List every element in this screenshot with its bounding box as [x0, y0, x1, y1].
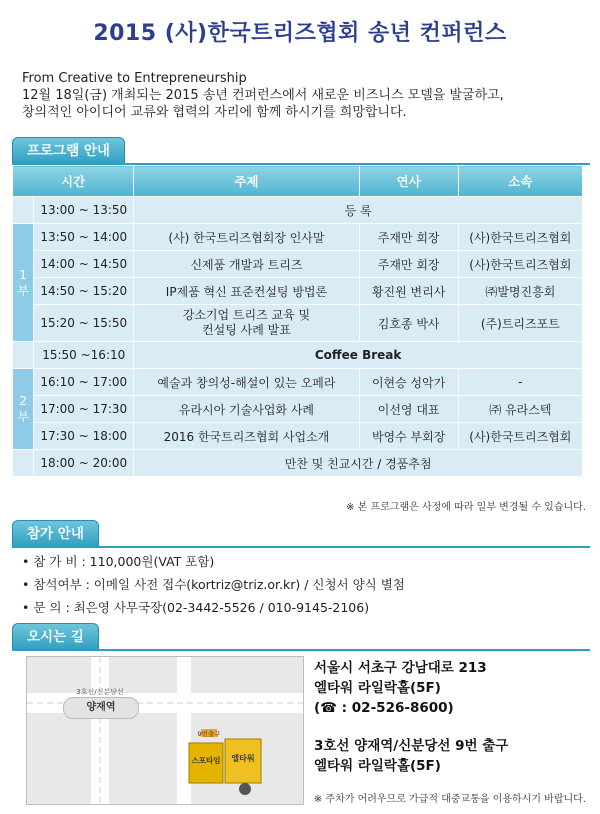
org-cell: -	[458, 369, 582, 396]
part-marker	[13, 450, 34, 477]
address-block	[314, 658, 508, 776]
org-cell: ㈜ 유라스텍	[458, 396, 582, 423]
table-row	[13, 369, 583, 396]
map-graphic	[27, 657, 303, 804]
time-cell: 14:00 ~ 14:50	[34, 251, 134, 278]
speaker-cell: 주재만 회장	[359, 224, 458, 251]
table-row	[13, 197, 583, 224]
topic-cell: Coffee Break	[134, 342, 583, 369]
time-cell: 16:10 ~ 17:00	[34, 369, 134, 396]
speaker-cell: 김호종 박사	[359, 305, 458, 342]
time-cell: 17:30 ~ 18:00	[34, 423, 134, 450]
table-row	[13, 342, 583, 369]
topic-cell	[134, 305, 359, 342]
time-cell: 15:20 ~ 15:50	[34, 305, 134, 342]
table-header-row	[13, 166, 583, 197]
speaker-cell: 황진원 변리사	[359, 278, 458, 305]
join-section-tab: 참가 안내	[12, 520, 99, 548]
location-map	[26, 656, 304, 805]
program-section-tab: 프로그램 안내	[12, 137, 125, 165]
program-note: ※ 본 프로그램은 사정에 따라 일부 변경될 수 있습니다.	[346, 502, 586, 513]
address-line: 엘타워 라일락홀(5F)	[314, 680, 441, 696]
topic-cell: 예술과 창의성-해설이 있는 오페라	[134, 369, 359, 396]
time-cell: 15:50 ~16:10	[34, 342, 134, 369]
org-cell: (사)한국트리즈협회	[458, 251, 582, 278]
org-cell: (주)트리즈포트	[458, 305, 582, 342]
speaker-cell: 주재만 회장	[359, 251, 458, 278]
topic-line: 컨설팅 사례 발표	[202, 323, 291, 337]
time-cell: 14:50 ~ 15:20	[34, 278, 134, 305]
intro-text	[22, 70, 592, 121]
speaker-cell: 이현승 성악가	[359, 369, 458, 396]
intro-line: 12월 18일(금) 개최되는 2015 송년 컨퍼런스에서 새로운 비즈니스 모델을 발굴하고,	[22, 88, 504, 103]
topic-cell: 만찬 및 친교시간 / 경품추첨	[134, 450, 583, 477]
part-label-text: 1 부	[17, 267, 29, 298]
fee-line: • 참 가 비 : 110,000원(VAT 포함)	[22, 554, 215, 569]
intro-line: 창의적인 아이디어 교류와 협력의 자리에 함께 하시기를 희망합니다.	[22, 105, 407, 120]
subway-line: 엘타워 라일락홀(5F)	[314, 758, 441, 774]
table-row	[13, 305, 583, 342]
time-cell: 18:00 ~ 20:00	[34, 450, 134, 477]
topic-cell: 2016 한국트리즈협회 사업소개	[134, 423, 359, 450]
building-label: 엘타워	[231, 754, 255, 763]
parking-note: ※ 주차가 어려우므로 가급적 대중교통을 이용하시기 바랍니다.	[313, 794, 586, 805]
org-cell: (사)한국트리즈협회	[458, 224, 582, 251]
subway-line: 3호선 양재역/신분당선 9번 출구	[314, 738, 509, 754]
table-row	[13, 278, 583, 305]
part-marker	[13, 197, 34, 224]
divider	[12, 546, 590, 548]
spacer	[314, 718, 508, 736]
column-header-topic: 주제	[134, 166, 359, 197]
table-row	[13, 423, 583, 450]
rsvp-line: • 참석여부 : 이메일 사전 접수(kortriz@triz.or.kr) / 신청서 양식 별첨	[22, 577, 405, 592]
time-cell: 13:00 ~ 13:50	[34, 197, 134, 224]
org-cell: (사)한국트리즈협회	[458, 423, 582, 450]
topic-cell: 신제품 개발과 트리즈	[134, 251, 359, 278]
topic-cell: IP제품 혁신 표준컨설팅 방법론	[134, 278, 359, 305]
divider	[12, 649, 590, 651]
station-sub-label: 3호선/신분당선	[76, 688, 124, 696]
topic-cell: 등 록	[134, 197, 583, 224]
part-marker	[13, 342, 34, 369]
time-cell: 17:00 ~ 17:30	[34, 396, 134, 423]
topic-cell: 유라시아 기술사업화 사례	[134, 396, 359, 423]
table-row	[13, 224, 583, 251]
column-header-org: 소속	[458, 166, 582, 197]
table-row	[13, 251, 583, 278]
column-header-speaker: 연사	[359, 166, 458, 197]
table-row	[13, 396, 583, 423]
join-info	[22, 550, 405, 619]
station-name: 양재역	[86, 702, 116, 713]
directions-section-tab: 오시는 길	[12, 623, 99, 651]
column-header-time: 시간	[13, 166, 134, 197]
topic-cell: (사) 한국트리즈협회장 인사말	[134, 224, 359, 251]
speaker-cell: 박영수 부회장	[359, 423, 458, 450]
exit-label: 9번출구	[197, 730, 221, 738]
part-label-text: 2 부	[17, 394, 29, 424]
topic-line: 강소기업 트리즈 교육 및	[182, 308, 311, 322]
time-cell: 13:50 ~ 14:00	[34, 224, 134, 251]
intro-line: From Creative to Entrepreneurship	[22, 71, 247, 86]
org-cell: ㈜발명진흥회	[458, 278, 582, 305]
part-1-label	[13, 224, 34, 342]
part-2-label	[13, 369, 34, 450]
building-label: 스포타임	[191, 756, 221, 765]
table-row	[13, 450, 583, 477]
program-table	[12, 165, 583, 477]
page-title: 2015 (사)한국트리즈협회 송년 컨퍼런스	[93, 21, 507, 46]
contact-line: • 문 의 : 최은영 사무국장(02-3442-5526 / 010-9145-2106)	[22, 600, 370, 615]
speaker-cell: 이선영 대표	[359, 396, 458, 423]
address-line: 서울시 서초구 강남대로 213	[314, 660, 487, 676]
station-label	[63, 697, 139, 719]
phone-line: (☎ : 02-526-8600)	[314, 700, 454, 716]
